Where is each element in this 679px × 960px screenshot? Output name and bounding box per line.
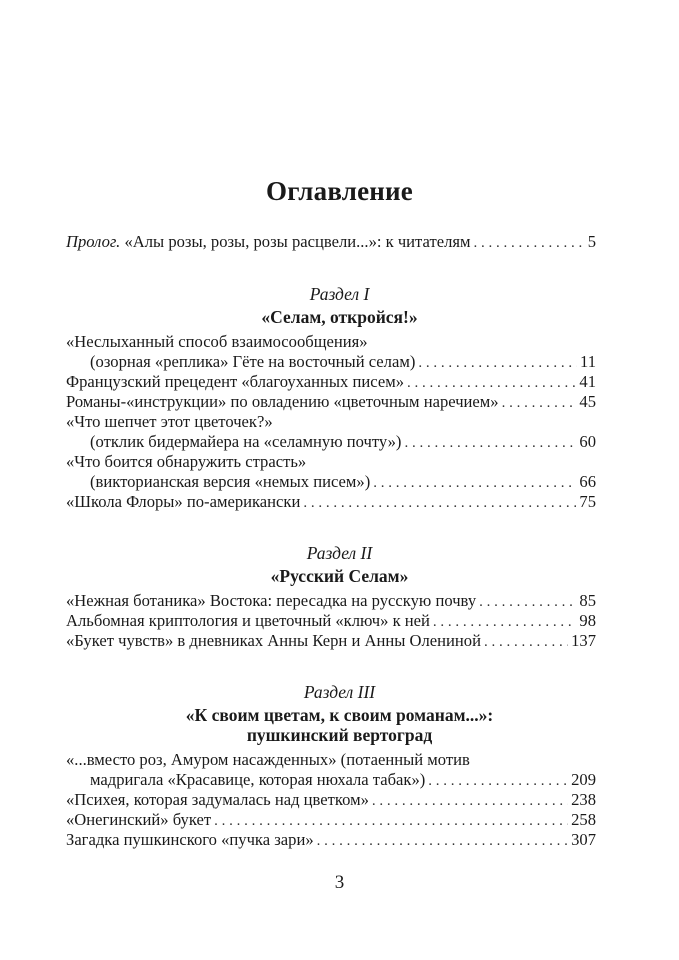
toc-entry-1-1[interactable] — [90, 352, 596, 372]
toc-entry-1-3[interactable] — [66, 392, 596, 412]
toc-entry-3-1[interactable] — [90, 770, 596, 790]
page-ref: 238 — [571, 790, 596, 809]
page-number: 3 — [334, 872, 345, 893]
toc-entry-text: «Букет чувств» в дневниках Анны Керн и Анны Олениной — [66, 631, 481, 650]
toc-entry-text: Романы-«инструкции» по овладению «цветочным наречием» — [66, 392, 499, 411]
section-3-title-line1: «К своим цветам, к своим романам...»: — [185, 705, 494, 725]
section-1-label: Раздел I — [309, 284, 370, 304]
dot-leader — [214, 810, 568, 831]
dot-leader — [479, 591, 576, 612]
toc-entry-text: (озорная «реплика» Гёте на восточный селам) — [90, 352, 416, 371]
dot-leader — [404, 432, 576, 453]
page-ref: 66 — [579, 472, 596, 491]
page-ref: 98 — [579, 611, 596, 630]
page-ref: 5 — [587, 232, 596, 251]
page-ref: 11 — [580, 352, 596, 371]
dot-leader — [373, 472, 576, 493]
section-2-label: Раздел II — [306, 543, 373, 563]
prologue-label: Пролог. — [66, 232, 121, 251]
dot-leader — [484, 631, 568, 652]
toc-entry-text — [66, 232, 470, 252]
page-title: Оглавление — [266, 176, 413, 206]
toc-entry-1-4-line1[interactable]: «Что шепчет этот цветочек?» — [66, 412, 273, 431]
toc-entry-text: мадригала «Красавице, которая нюхала табак») — [90, 770, 426, 789]
dot-leader — [502, 392, 577, 413]
toc-entry-1-1-line1[interactable]: «Неслыханный способ взаимосообщения» — [66, 332, 368, 351]
toc-entry-1-2[interactable] — [66, 372, 596, 392]
page-ref: 209 — [571, 770, 596, 789]
toc-entry-3-3[interactable] — [66, 810, 596, 830]
page-ref: 258 — [571, 810, 596, 829]
toc-entry-3-1-line1[interactable]: «...вместо роз, Амуром насажденных» (потаенный мотив — [66, 750, 470, 769]
page-ref: 137 — [571, 631, 596, 650]
toc-entry-text: Альбомная криптология и цветочный «ключ» к ней — [66, 611, 430, 630]
toc-entry-1-6[interactable] — [66, 492, 596, 512]
dot-leader — [372, 790, 568, 811]
dot-leader — [428, 770, 568, 791]
page-ref: 41 — [579, 372, 596, 391]
toc-entry-text: Загадка пушкинского «пучка зари» — [66, 830, 314, 849]
toc-entry-2-3[interactable] — [66, 631, 596, 651]
toc-entry-1-5-line1[interactable]: «Что боится обнаружить страсть» — [66, 452, 307, 471]
toc-entry-text: «Психея, которая задумалась над цветком» — [66, 790, 369, 809]
prologue-text: «Алы розы, розы, розы расцвели...»: к читателям — [120, 232, 471, 251]
dot-leader — [418, 352, 577, 373]
section-2-title: «Русский Селам» — [270, 566, 409, 586]
section-3-title-line2: пушкинский вертоград — [246, 725, 433, 745]
page-ref: 75 — [579, 492, 596, 511]
toc-entry-2-2[interactable] — [66, 611, 596, 631]
page-ref: 45 — [579, 392, 596, 411]
toc-entry-text: «Онегинский» букет — [66, 810, 212, 829]
dot-leader — [407, 372, 576, 393]
dot-leader — [433, 611, 577, 632]
dot-leader — [317, 830, 568, 851]
dot-leader — [303, 492, 576, 513]
page-ref: 307 — [571, 830, 596, 849]
dot-leader — [473, 232, 584, 253]
toc-entry-1-4[interactable] — [90, 432, 596, 452]
page-ref: 85 — [579, 591, 596, 610]
toc-entry-text: «Нежная ботаника» Востока: пересадка на русскую почву — [66, 591, 477, 610]
section-1-title: «Селам, откройся!» — [261, 307, 418, 327]
toc-entry-3-2[interactable] — [66, 790, 596, 810]
toc-entry-prologue[interactable] — [66, 232, 596, 252]
page-ref: 60 — [579, 432, 596, 451]
toc-entry-text: (викторианская версия «немых писем») — [90, 472, 371, 491]
toc-entry-3-4[interactable] — [66, 830, 596, 850]
section-3-label: Раздел III — [303, 682, 376, 702]
toc-entry-text: (отклик бидермайера на «селамную почту») — [90, 432, 402, 451]
toc-entry-1-5[interactable] — [90, 472, 596, 492]
toc-entry-2-1[interactable] — [66, 591, 596, 611]
toc-entry-text: «Школа Флоры» по-американски — [66, 492, 301, 511]
toc-entry-text: Французский прецедент «благоуханных писем» — [66, 372, 404, 391]
